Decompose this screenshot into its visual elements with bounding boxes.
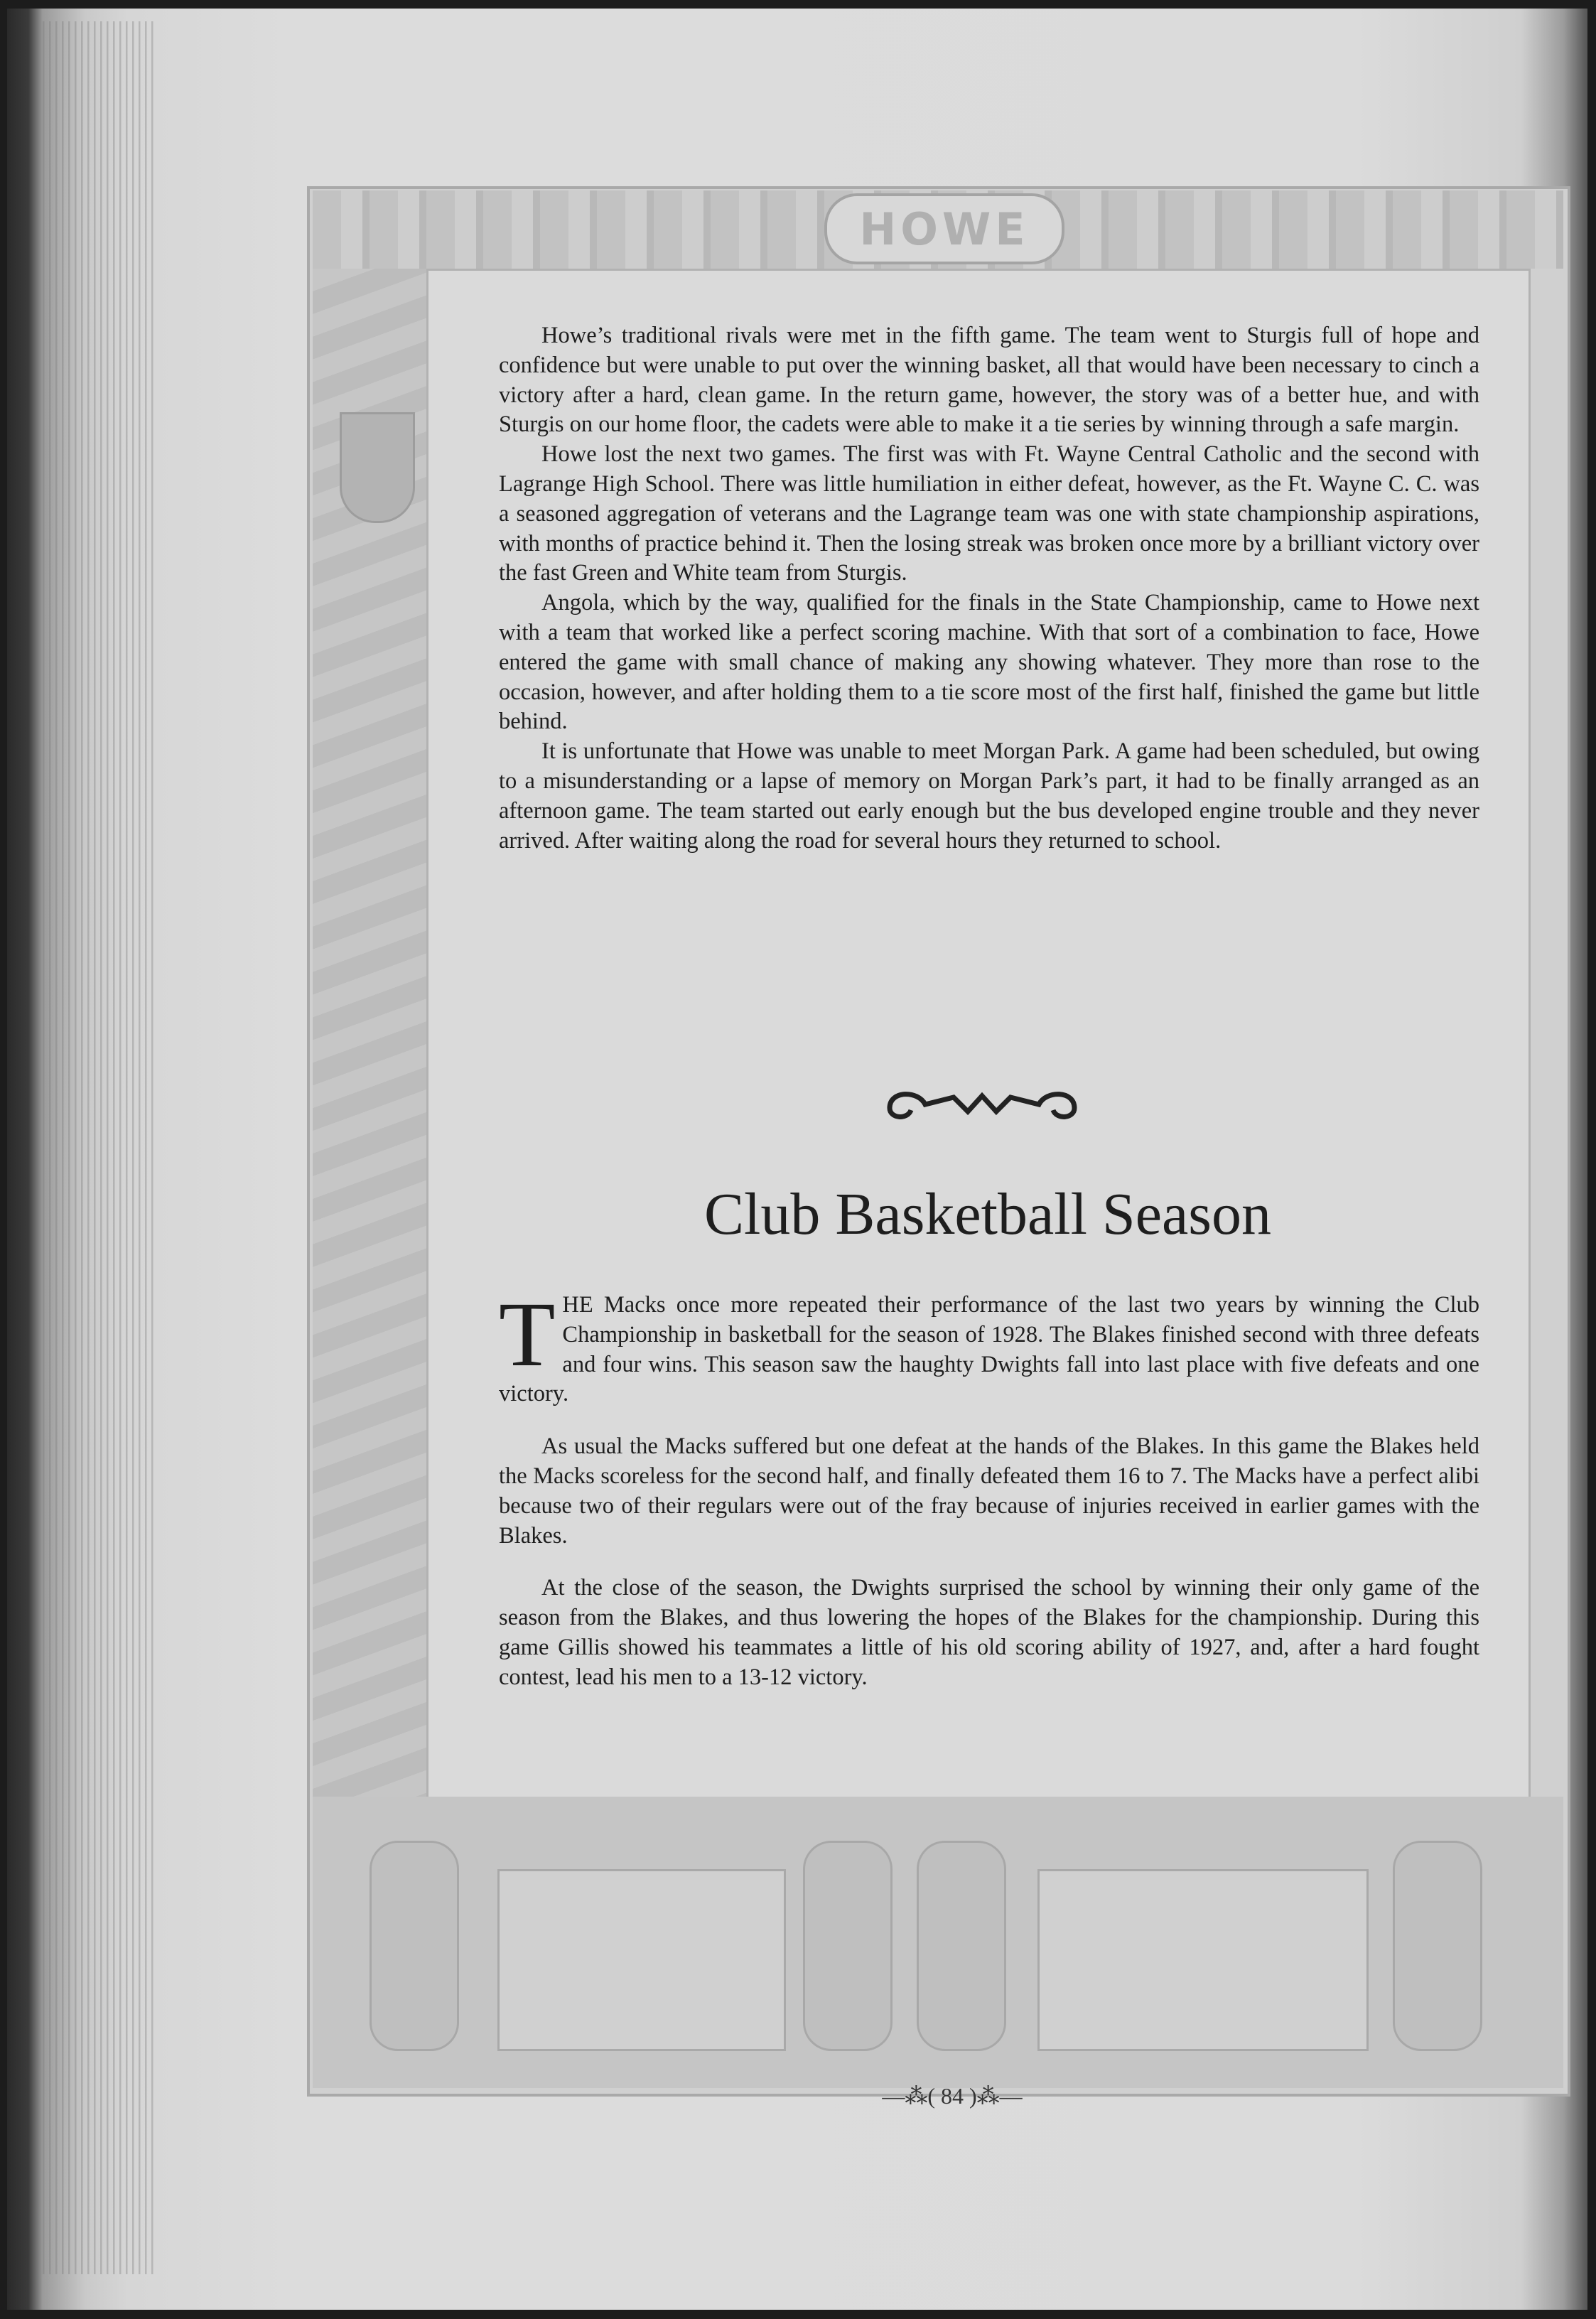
paragraph: At the close of the season, the Dwights surprised the school by winning their only game of the season from the Blakes, and thus lowering the hopes of the Blakes for the championship. During this game Gillis showed his teammates a little of his old scoring ability of 1927, and, after a hard fought contest, lead his men to a 13-12 victory. — [499, 1575, 1479, 1690]
header-banner — [824, 193, 1064, 264]
paragraph — [499, 1284, 1479, 1409]
scroll-ornament-icon — [370, 1841, 459, 2051]
flourish-divider-icon — [875, 1076, 1089, 1133]
page-number-value: 84 — [941, 2083, 964, 2109]
scroll-ornament-icon — [803, 1841, 893, 2051]
club-article — [499, 1284, 1479, 1693]
paragraph: Angola, which by the way, qualified for the finals in the State Championship, came to Howe next with a team that worked like a perfect scoring machine. With that sort of a combination to face, Howe entered the game with small chance of making any showing whatever. They more than rose to the occasion, however, and after holding them to a tie score most of the first half, finished the game but little behind. — [499, 590, 1479, 735]
paragraph: It is unfortunate that Howe was unable to meet Morgan Park. A game had been scheduled, but owing to a misunderstanding or a lapse of memory on Morgan Park’s part, it had to be finally arranged as an afternoon game. The team started out early enough but the bus developed engine trouble and they never arrived. After waiting along the road for several hours they returned to school. — [499, 738, 1479, 854]
book-page-edges — [43, 21, 156, 2274]
page-number — [874, 2082, 1030, 2109]
paragraph: Howe’s traditional rivals were met in the fifth game. The team went to Sturgis full of hope and confidence but were unable to put over the winning basket, all that would have been necessary to cinch a victory after a hard, clean game. In the return game, however, the story was of a better hue, and with Sturgis on our home floor, the cadets were able to make it a tie series by winning through a safe margin. — [499, 323, 1479, 438]
page-number-ornament-icon: —⁂( — [882, 2083, 941, 2109]
drop-cap: T — [499, 1284, 556, 1386]
section-title: Club Basketball Season — [704, 1181, 1271, 1247]
paragraph: As usual the Macks suffered but one defeat at the hands of the Blakes. In this game the Blakes held the Macks scoreless for the second half, and finally defeated them 16 to 7. The Macks have a perfect alibi because two of their regulars were out of the fray because of injuries received in earlier games with the Blakes. — [499, 1433, 1479, 1549]
paragraph: Howe lost the next two games. The first was with Ft. Wayne Central Catholic and the second with Lagrange High School. There was little humiliation in either defeat, however, as the Ft. Wayne C. C. was a seasoned aggregation of veterans and the Lagrange team was one with state championship aspirations, with months of practice behind it. Then the losing streak was broken once more by a brilliant victory over the fast Green and White team from Sturgis. — [499, 441, 1479, 586]
house-vignette-icon — [1037, 1869, 1369, 2051]
crest-icon — [340, 412, 415, 523]
upper-article — [499, 321, 1479, 856]
header-banner-text: HOWE — [859, 203, 1030, 255]
page-number-ornament-icon: )⁂— — [964, 2083, 1023, 2109]
scroll-ornament-icon — [1393, 1841, 1482, 2051]
scroll-ornament-icon — [917, 1841, 1006, 2051]
paragraph-text: HE Macks once more repeated their performance of the last two years by winning the Club Championship in basketball for the season of 1928. The Blakes finished second with three defeats and four wins. This season saw the haughty Dwights fall into last place with five defeats and one victory. — [499, 1292, 1479, 1407]
cannon-vignette-icon — [497, 1869, 786, 2051]
